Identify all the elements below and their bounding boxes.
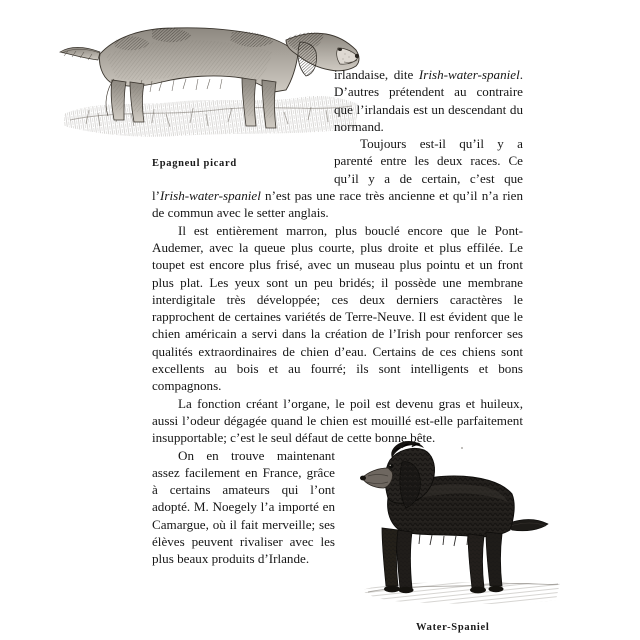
paragraph-4: La fonction créant l’organe, le poil est devenu gras et huileux, aussi l’odeur dégagée quand le chien est mouillé est-elle parfaitement insupportable; c’est le seul défaut de cette bonne bête. — [152, 395, 523, 446]
paragraph-2-italic-term: Irish-water-spaniel — [160, 188, 261, 204]
paragraph-2-part-a: Toujours est-il qu’il y a parenté entre les deux races. Ce qu’il y a de certain, c’est que l’ — [152, 136, 523, 204]
figure-caption-epagneul-picard: Epagneul picard — [152, 158, 237, 169]
text-wrap-around-top-illustration — [152, 66, 334, 170]
body-text — [152, 66, 523, 617]
paragraph-1-run-in: irlandaise, dite — [334, 67, 419, 82]
paragraph-2-part-b: n’est pas une race très ancienne et qu’il n’a rien de commun avec le setter anglais. — [152, 188, 523, 221]
text-wrap-around-bottom-illustration — [335, 447, 523, 617]
figure-caption-water-spaniel: Water-Spaniel — [416, 622, 490, 633]
paragraph-3: Il est entièrement marron, plus bouclé encore que le Pont-Audemer, avec la queue plus courte, plus droite et plus effilée. Le toupet est encore plus frisé, avec un museau plus pointu et un front plus plat. Les yeux sont un peu bridés; il possède une membrane interdigitale très développée; ces deux derniers caractères le rapprochent de certaines variétés de Terre-Neuve. Il est évident que le chien américain a servi dans la création de l’Irish pour renforcer ses qualités extraordinaires de chien d’eau. Certains de ces chiens sont excellents au bois et au fourré; ils sont intelligents et bons compagnons. — [152, 222, 523, 394]
paragraph-1-italic-term: Irish-water-spaniel — [418, 67, 520, 82]
dog-eye — [338, 48, 342, 51]
dog-tail — [60, 48, 100, 61]
paragraph-5: On en trouve maintenant assez facilement en France, grâce à certains amateurs qui l’ont adopté. M. Noegely l’a importé en Camargue, où il fait merveille; ses élèves peuvent rivaliser avec les plus beaux produits d’Irlande. — [152, 447, 335, 567]
dog-nose — [355, 54, 359, 58]
paragraph-1-continuation: . D’autres prétendent au contraire que l’irlandais est un descendant du normand. — [334, 67, 523, 134]
